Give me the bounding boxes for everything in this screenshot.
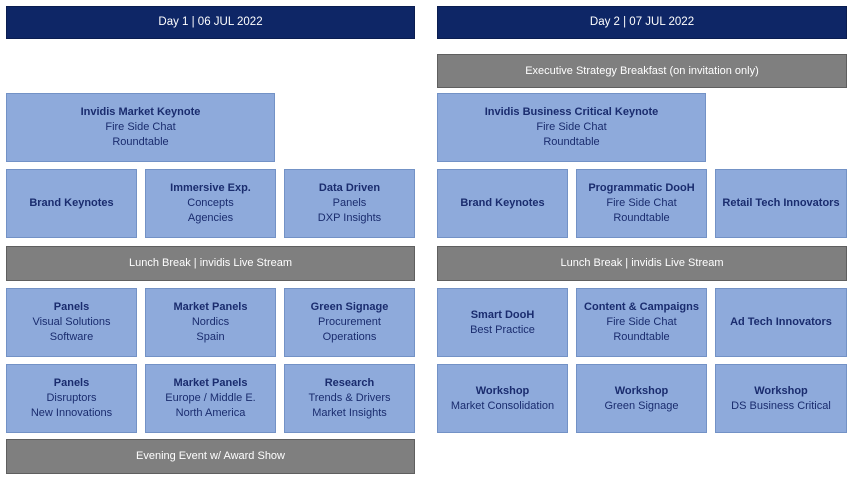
- block-line: DXP Insights: [317, 212, 382, 224]
- block-line: Best Practice: [470, 323, 535, 336]
- block-title: Brand Keynotes: [460, 197, 545, 209]
- block-title: Invidis Market Keynote: [80, 106, 201, 118]
- block-line: Roundtable: [613, 331, 670, 343]
- block-line: Fire Side Chat: [105, 121, 176, 133]
- block-title: Brand Keynotes: [29, 197, 114, 209]
- block-line: Visual Solutions: [32, 316, 111, 328]
- day2-row3-block-2[interactable]: [576, 364, 707, 433]
- block-line: Concepts: [187, 197, 234, 209]
- day1-row1-block-3[interactable]: [284, 169, 415, 238]
- day1-row3-block-1[interactable]: [6, 364, 137, 433]
- block-line: Panels: [332, 197, 367, 209]
- day2-row2-block-3[interactable]: [715, 288, 847, 357]
- day2-breakfast: [437, 54, 847, 88]
- block-line: Roundtable: [543, 136, 600, 148]
- block-title: Immersive Exp.: [170, 182, 251, 194]
- block-line: Disruptors: [46, 392, 97, 404]
- block-line: Market Insights: [312, 407, 387, 419]
- day1-row2-block-2[interactable]: [145, 288, 276, 357]
- day2-header-label: Day 2 | 07 JUL 2022: [589, 16, 695, 28]
- block-line: Fire Side Chat: [606, 197, 677, 209]
- block-title: Content & Campaigns: [584, 301, 699, 313]
- block-line: Agencies: [187, 212, 234, 224]
- day2-row2-block-2[interactable]: [576, 288, 707, 357]
- block-line: Green Signage: [604, 399, 679, 412]
- block-title: Programmatic DooH: [588, 182, 695, 194]
- block-line: Roundtable: [112, 136, 169, 148]
- block-line: Trends & Drivers: [308, 392, 391, 404]
- day1-header: [6, 6, 415, 39]
- block-title: Ad Tech Innovators: [730, 316, 832, 328]
- block-line: Roundtable: [613, 212, 670, 224]
- block-title: Workshop: [475, 384, 530, 397]
- block-line: Nordics: [191, 316, 230, 328]
- day1-row1-block-2[interactable]: [145, 169, 276, 238]
- block-title: Workshop: [614, 384, 669, 397]
- block-title: Invidis Business Critical Keynote: [484, 106, 659, 118]
- day1-lunch-break: [6, 246, 415, 281]
- block-line: Software: [49, 331, 94, 343]
- lunch-label: Lunch Break | invidis Live Stream: [128, 257, 293, 269]
- day2-row1-block-3[interactable]: [715, 169, 847, 238]
- day1-row1-block-1[interactable]: [6, 169, 137, 238]
- evening-label: Evening Event w/ Award Show: [136, 450, 285, 462]
- lunch-label: Lunch Break | invidis Live Stream: [560, 257, 724, 269]
- day2-row1-block-2[interactable]: [576, 169, 707, 238]
- day1-row3-block-3[interactable]: [284, 364, 415, 433]
- breakfast-label: Executive Strategy Breakfast (on invitation only): [525, 64, 759, 77]
- day1-evening-event: [6, 439, 415, 474]
- day2-row2-block-1[interactable]: [437, 288, 568, 357]
- day2-lunch-break: [437, 246, 847, 281]
- block-line: Procurement: [318, 316, 381, 328]
- block-line: DS Business Critical: [731, 399, 831, 412]
- day2-row3-block-3[interactable]: [715, 364, 847, 433]
- block-line: Market Consolidation: [450, 399, 555, 412]
- block-line: Fire Side Chat: [536, 121, 607, 133]
- block-title: Research: [324, 377, 375, 389]
- block-line: Europe / Middle E.: [165, 392, 256, 404]
- block-title: Retail Tech Innovators: [722, 197, 840, 209]
- day1-keynote-block[interactable]: [6, 93, 275, 162]
- day2-row1-block-1[interactable]: [437, 169, 568, 238]
- block-line: Fire Side Chat: [606, 316, 677, 328]
- day1-row3-block-2[interactable]: [145, 364, 276, 433]
- day1-row2-block-3[interactable]: [284, 288, 415, 357]
- block-title: Green Signage: [310, 301, 389, 313]
- block-line: North America: [175, 407, 246, 419]
- block-title: Panels: [53, 301, 90, 313]
- day2-keynote-block[interactable]: [437, 93, 706, 162]
- day1-row2-block-1[interactable]: [6, 288, 137, 357]
- block-title: Market Panels: [173, 301, 248, 313]
- block-title: Market Panels: [173, 377, 248, 389]
- day1-header-label: Day 1 | 06 JUL 2022: [158, 16, 263, 28]
- day2-header: [437, 6, 847, 39]
- block-title: Workshop: [754, 384, 808, 397]
- block-title: Data Driven: [318, 182, 381, 194]
- block-line: Operations: [322, 331, 377, 343]
- day2-row3-block-1[interactable]: [437, 364, 568, 433]
- block-line: New Innovations: [30, 407, 113, 419]
- block-line: Spain: [196, 331, 225, 343]
- block-title: Panels: [53, 377, 90, 389]
- block-title: Smart DooH: [470, 308, 535, 321]
